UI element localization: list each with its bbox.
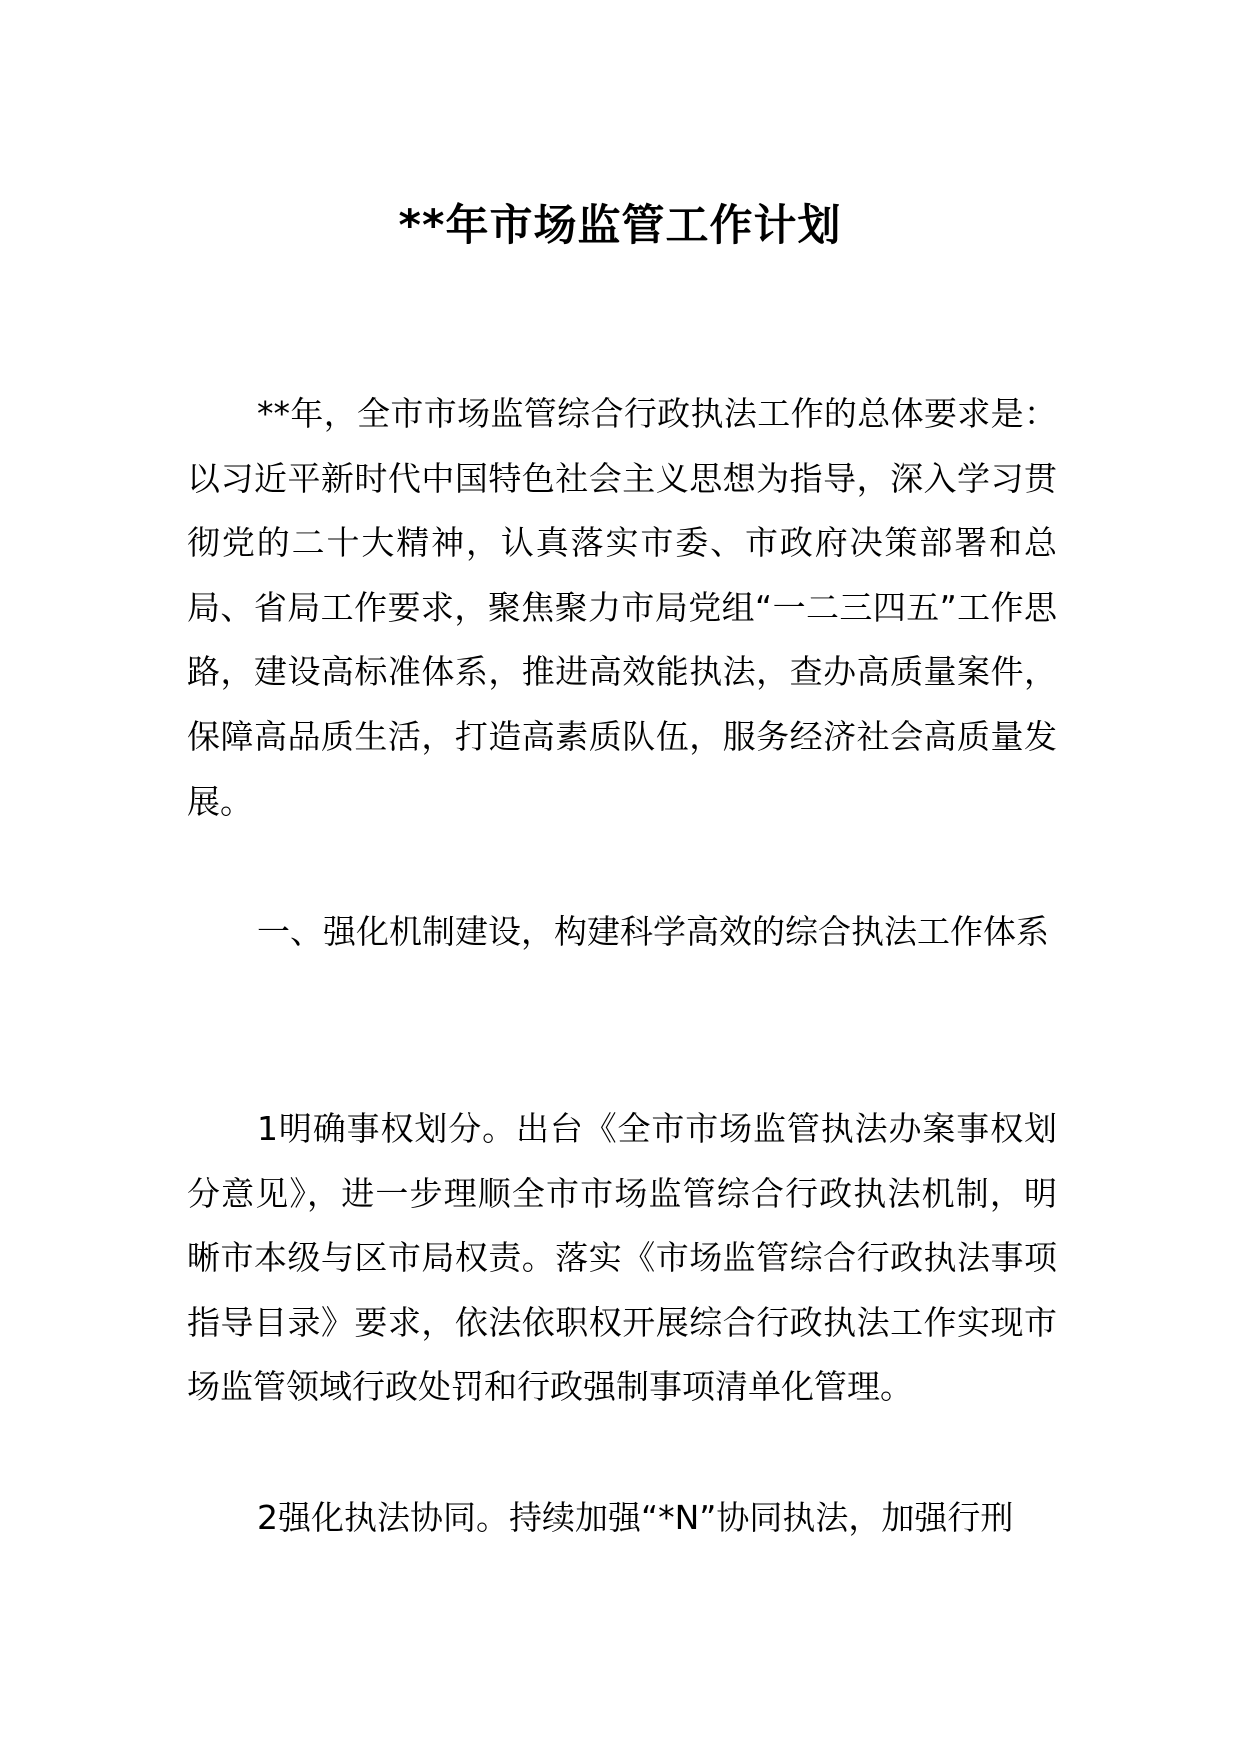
document-title: **年市场监管工作计划	[398, 201, 842, 251]
intro-paragraph: **年，全市市场监管综合行政执法工作的总体要求是：以习近平新时代中国特色社会主义思想为指导，深入学习贯彻党的二十大精神，认真落实市委、市政府决策部署和总局、省局工作要求，聚焦聚力市局党组“一二三四五”工作思路，建设高标准体系，推进高效能执法，查办高质量案件，保障高品质生活，打造高素质队伍，服务经济社会高质量发展。	[187, 394, 1057, 821]
item-paragraph-1: 1明确事权划分。出台《全市市场监管执法办案事权划分意见》，进一步理顺全市市场监管综合行政执法机制，明晰市本级与区市局权责。落实《市场监管综合行政执法事项指导目录》要求，依法依职权开展综合行政执法工作实现市场监管领域行政处罚和行政强制事项清单化管理。	[187, 1109, 1057, 1407]
item-paragraph-2: 2强化执法协同。持续加强“*N”协同执法，加强行刑	[257, 1498, 1014, 1537]
section-heading-1: 一、强化机制建设，构建科学高效的综合执法工作体系	[257, 912, 1049, 951]
